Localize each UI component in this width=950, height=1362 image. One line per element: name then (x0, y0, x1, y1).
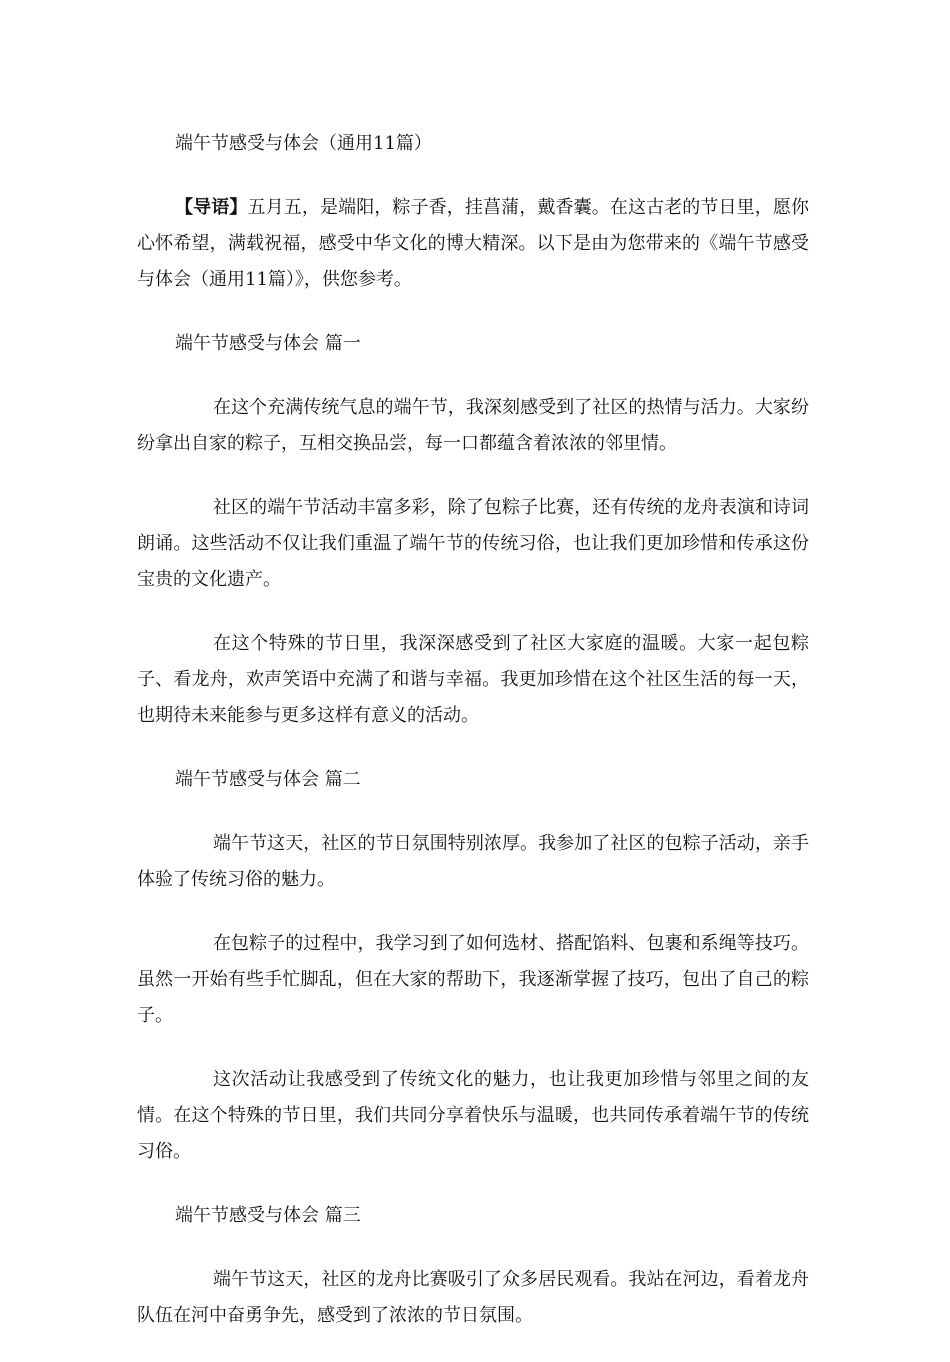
intro-lead-label: 【导语】 (175, 197, 248, 218)
document-title: 端午节感受与体会（通用11篇） (175, 133, 432, 154)
section-paragraph: 在这个特殊的节日里，我深深感受到了社区大家庭的温暖。大家一起包粽子、看龙舟，欢声笑语中充满了和谐与幸福。我更加珍惜在这个社区生活的每一天，也期待未来能参与更多这样有意义的活动。 (137, 633, 809, 726)
section-paragraph: 在这个充满传统气息的端午节，我深刻感受到了社区的热情与活力。大家纷纷拿出自家的粽子，互相交换品尝，每一口都蕴含着浓浓的邻里情。 (137, 397, 809, 454)
intro-paragraph (137, 190, 809, 298)
section-3 (137, 1198, 809, 1334)
section-paragraph: 这次活动让我感受到了传统文化的魅力，也让我更加珍惜与邻里之间的友情。在这个特殊的节日里，我们共同分享着快乐与温暖，也共同传承着端午节的传统习俗。 (137, 1069, 809, 1162)
section-heading: 端午节感受与体会 篇一 (175, 333, 361, 354)
section-1 (137, 326, 809, 734)
section-heading: 端午节感受与体会 篇三 (175, 1205, 361, 1226)
section-2 (137, 762, 809, 1170)
section-heading: 端午节感受与体会 篇二 (175, 769, 361, 790)
section-paragraph: 在包粽子的过程中，我学习到了如何选材、搭配馅料、包裹和系绳等技巧。虽然一开始有些手忙脚乱，但在大家的帮助下，我逐渐掌握了技巧，包出了自己的粽子。 (137, 933, 809, 1026)
intro-text: 五月五，是端阳，粽子香，挂菖蒲，戴香囊。在这古老的节日里，愿你心怀希望，满载祝福，感受中华文化的博大精深。以下是由为您带来的《端午节感受与体会（通用11篇）》，供您参考。 (137, 197, 810, 290)
document-page (137, 126, 809, 1362)
section-paragraph: 端午节这天，社区的龙舟比赛吸引了众多居民观看。我站在河边，看着龙舟队伍在河中奋勇争先，感受到了浓浓的节日氛围。 (137, 1269, 809, 1326)
section-paragraph: 端午节这天，社区的节日氛围特别浓厚。我参加了社区的包粽子活动，亲手体验了传统习俗的魅力。 (137, 833, 809, 890)
section-paragraph: 社区的端午节活动丰富多彩，除了包粽子比赛，还有传统的龙舟表演和诗词朗诵。这些活动不仅让我们重温了端午节的传统习俗，也让我们更加珍惜和传承这份宝贵的文化遗产。 (137, 497, 809, 590)
